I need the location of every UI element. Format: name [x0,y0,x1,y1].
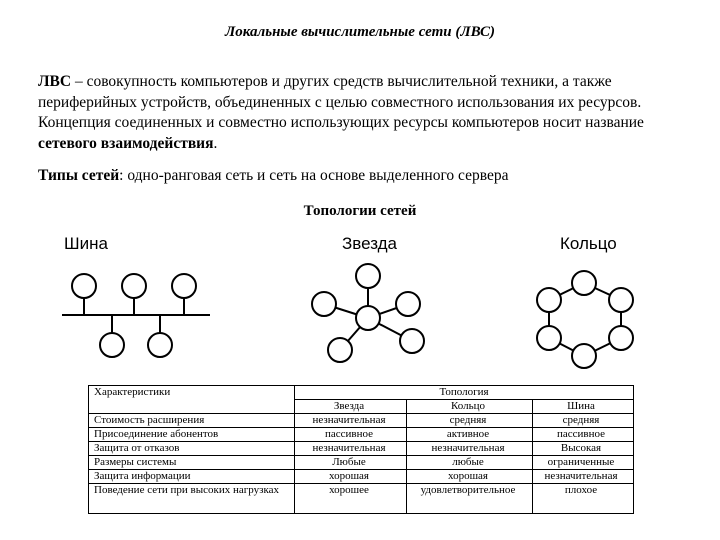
cell-ring: средняя [449,414,487,426]
bus-node [100,333,124,357]
ring-node [572,344,596,368]
types-label: Типы сетей [38,167,120,184]
ring-node [572,271,596,295]
definition-end: . [213,134,218,152]
bus-label: Шина [64,234,108,253]
row-name: Защита от отказов [94,442,180,454]
cell-ring: незначительная [431,442,505,454]
cell-ring: хорошая [448,470,488,482]
col-ring: Кольцо [450,400,486,412]
table-row [88,413,634,427]
star-node [312,292,336,316]
star-hub [356,306,380,330]
bus-node [172,274,196,298]
types-text: : одно-ранговая сеть и сеть на основе выделенного сервера [119,167,509,184]
cell-star: хорошая [329,470,369,482]
cell-bus: плохое [564,484,598,496]
col-bus: Шина [567,400,595,412]
header-characteristics: Характеристики [94,386,171,398]
table-header-row [88,385,634,399]
row-name: Размеры системы [94,456,177,468]
star-node [328,338,352,362]
page-title: Локальные вычислительные сети (ЛВС) [225,24,495,40]
cell-star: незначительная [312,442,386,454]
ring-node [537,288,561,312]
col-star: Звезда [333,400,365,412]
ring-label: Кольцо [560,234,617,253]
ring-topology-diagram [537,271,633,368]
header-topology: Топология [439,386,489,398]
ring-node [609,288,633,312]
row-name: Защита информации [94,470,191,482]
table-row [88,427,634,441]
cell-star: хорошее [329,484,369,496]
definition-text: – совокупность компьютеров и других средств вычислительной техники, а также периферийных устройств, объединенных с целью совместного использования их ресурсов. Концепция соединенных и совместно использующих ресурсы компьютеров носит название [38,73,644,131]
cell-ring: активное [446,428,490,440]
cell-bus: средняя [562,414,600,426]
row-name: Стоимость расширения [94,414,205,426]
bus-node [148,333,172,357]
cell-star: незначительная [312,414,386,426]
star-node [400,329,424,353]
topologies-title: Топологии сетей [303,203,417,219]
star-label: Звезда [342,234,397,253]
table-subheader-row [88,399,634,413]
cell-star: Любые [332,456,366,468]
cell-bus: пассивное [556,428,606,440]
cell-bus: незначительная [544,470,618,482]
bus-node [72,274,96,298]
cell-bus: ограниченные [547,456,615,468]
ring-node [537,326,561,350]
table-row [88,483,634,511]
table-row [88,455,634,469]
star-node [356,264,380,288]
star-topology-diagram [312,264,424,362]
ring-node [609,326,633,350]
cell-ring: любые [452,456,484,468]
cell-bus: Высокая [560,442,602,454]
cell-star: пассивное [324,428,374,440]
comparison-table [88,385,634,513]
bus-topology-diagram [62,274,210,357]
definition-term: ЛВС [38,73,72,90]
definition-highlight: сетевого взаимодействия [38,134,214,152]
cell-ring: удовлетворительное [420,484,516,496]
table-row [88,469,634,483]
row-name: Поведение сети при высоких нагрузках [94,484,280,496]
star-node [396,292,420,316]
row-name: Присоединение абонентов [94,428,219,440]
table-row [88,441,634,455]
bus-node [122,274,146,298]
